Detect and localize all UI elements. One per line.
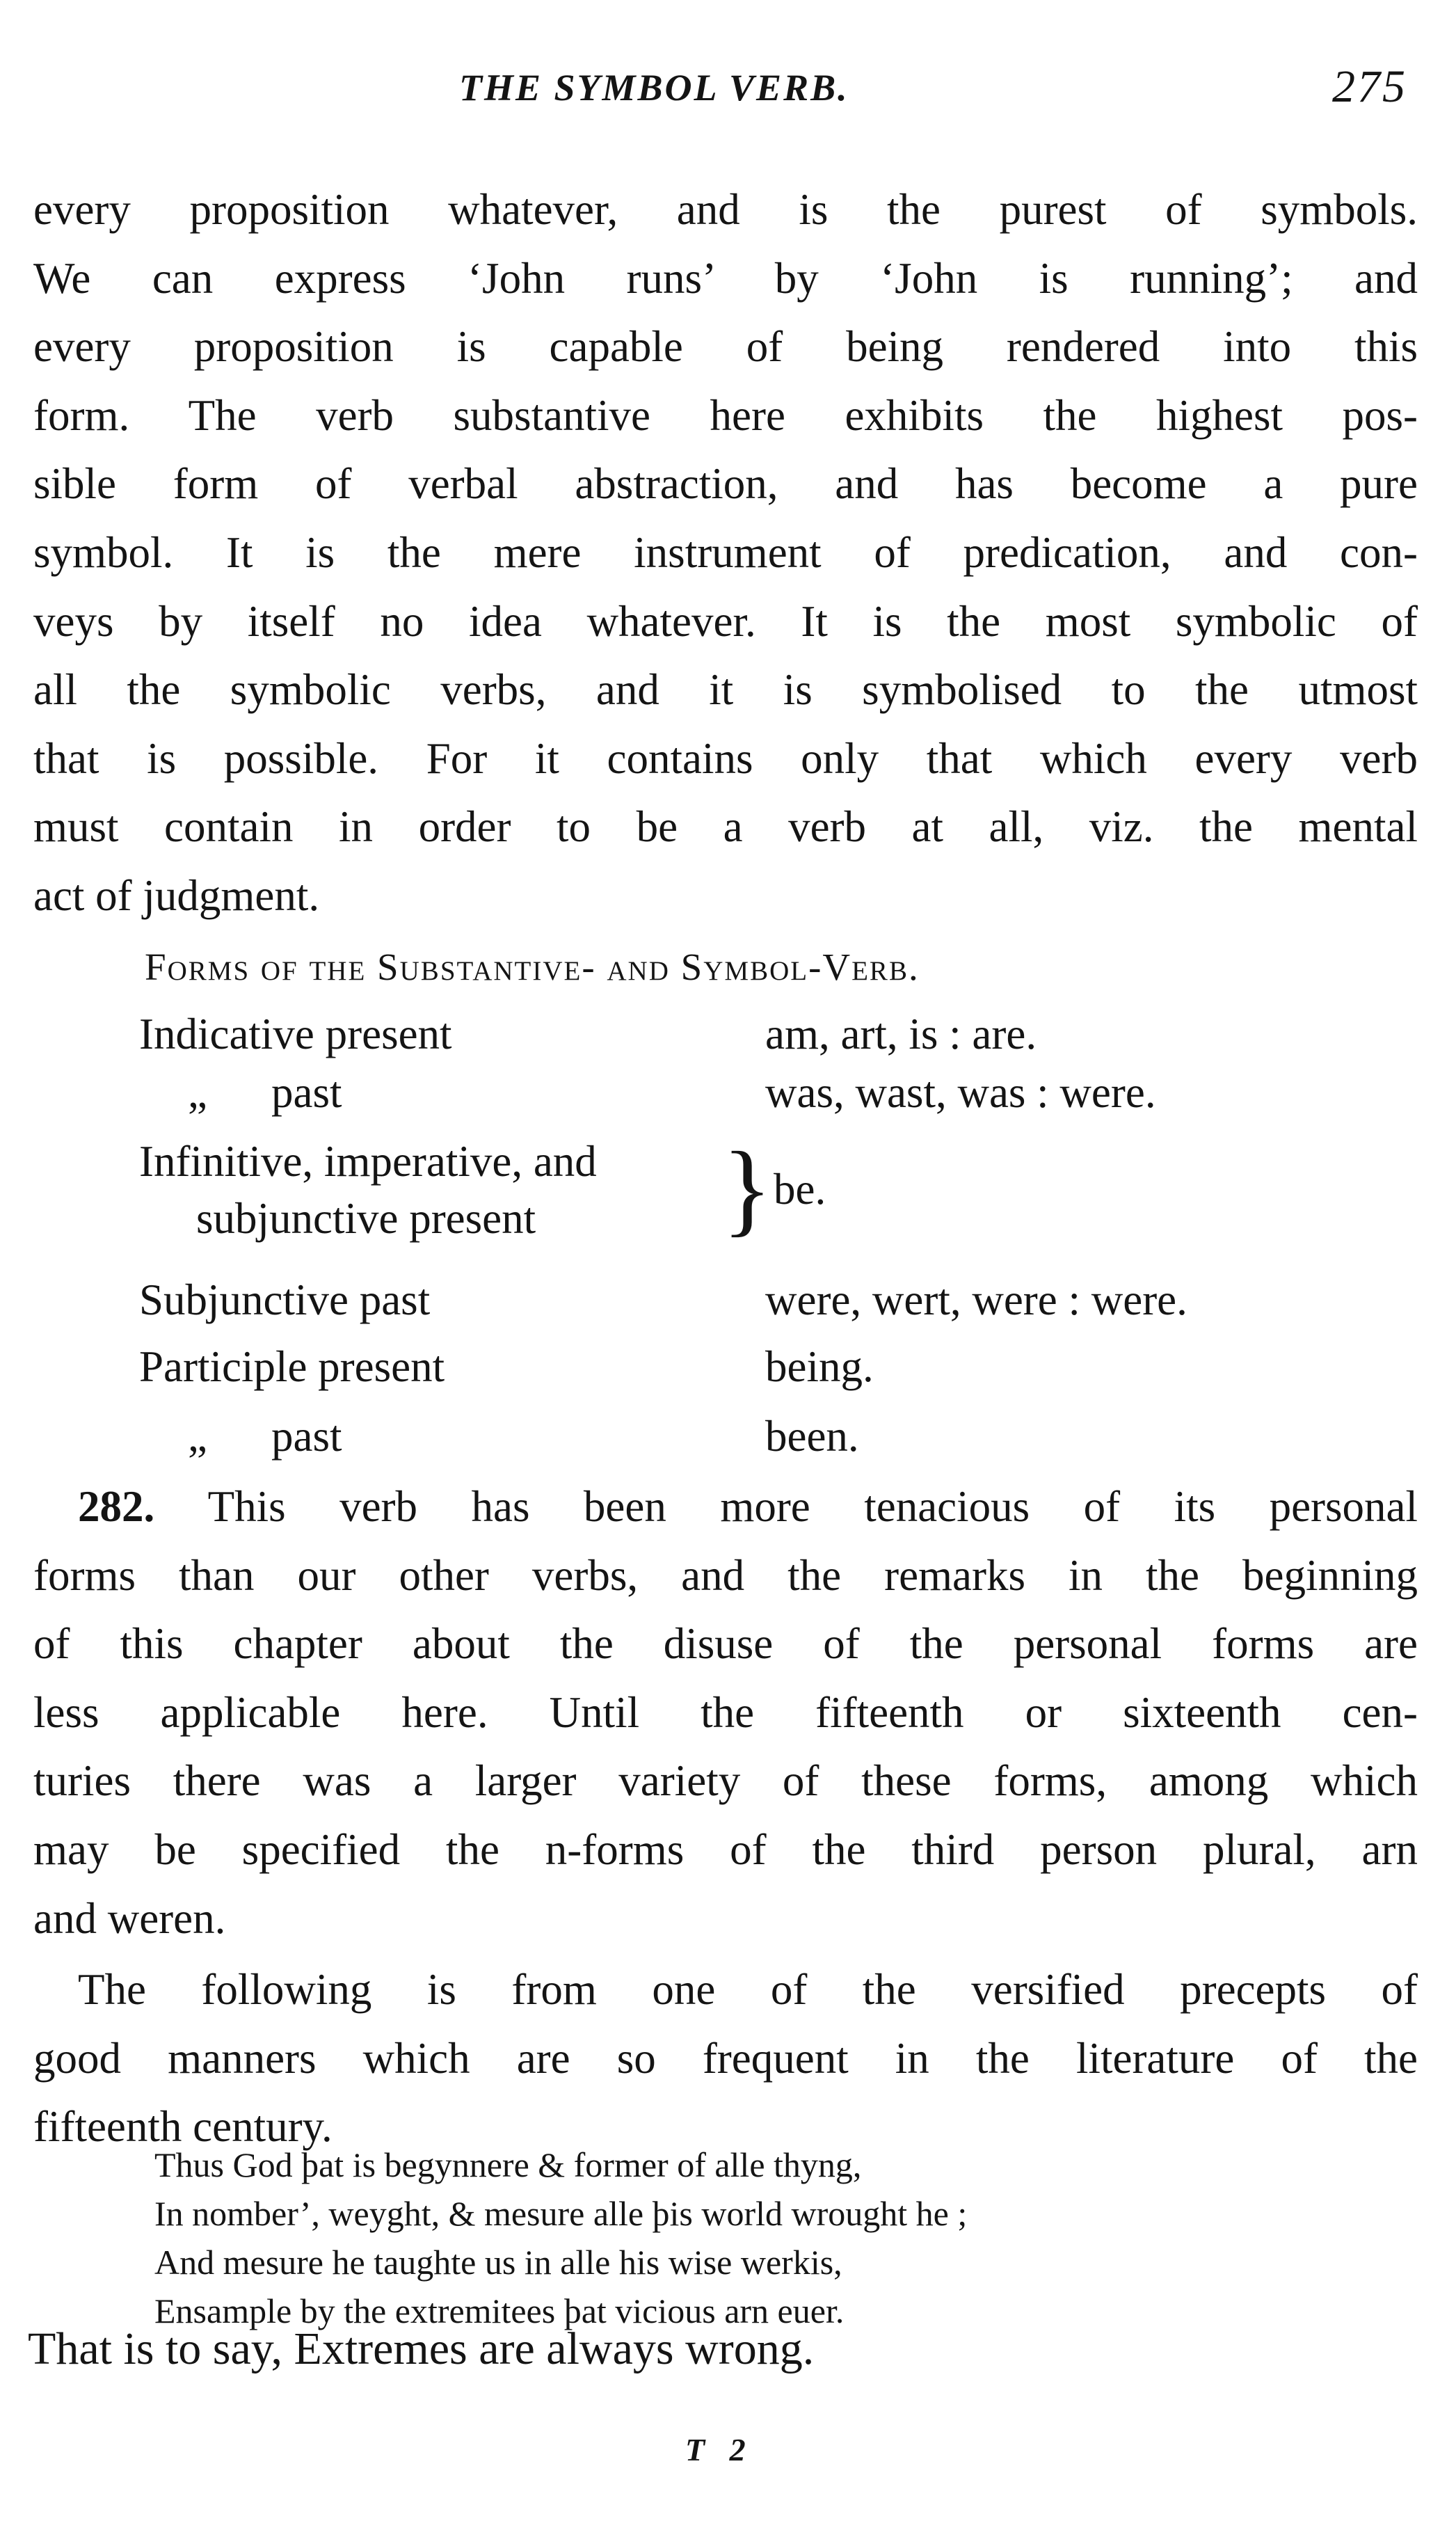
table-row: [139, 1275, 1391, 1337]
text-line: good manners which are so frequent in the literature of the: [33, 2033, 1418, 2083]
text-line: sible form of verbal abstraction, and has become a pure: [33, 459, 1418, 509]
page-number: 275: [1332, 61, 1407, 112]
text-line: forms than our other verbs, and the remarks in the beginning: [33, 1550, 1418, 1600]
ditto-mark: „: [188, 1068, 207, 1117]
text-line: form. The verb substantive here exhibits the highest pos-: [33, 390, 1418, 440]
text-line: veys by itself no idea whatever. It is the most symbolic of: [33, 596, 1418, 646]
form-value: was, wast, was : were.: [765, 1068, 1156, 1117]
verse-line: In nomber’, weyght, & mesure alle þis world wrought he ;: [154, 2194, 968, 2233]
verse-line: And mesure he taughte us in alle his wise werkis,: [154, 2243, 842, 2282]
text-line: may be specified the n-forms of the third person plural, arn: [33, 1825, 1418, 1874]
brace: }: [722, 1131, 772, 1246]
verse-line: Thus God þat is begynnere & former of alle thyng,: [154, 2145, 862, 2184]
table-row: [139, 1342, 1391, 1404]
forms-table: [139, 1009, 1391, 1482]
text-line: of this chapter about the disuse of the personal forms are: [33, 1619, 1418, 1669]
text-line: [33, 1472, 1418, 1541]
text-line: must contain in order to be a verb at all, viz. the mental: [33, 802, 1418, 852]
signature-mark: T 2: [685, 2432, 754, 2467]
closing-line: That is to say, Extremes are always wrong.: [28, 2323, 815, 2374]
text-line: fifteenth century.: [33, 2102, 333, 2152]
form-label: Indicative present: [139, 1010, 452, 1058]
table-row: [139, 1131, 1391, 1255]
table-row: [139, 1067, 1391, 1130]
text-line: less applicable here. Until the fifteenth or sixteenth cen-: [33, 1687, 1418, 1737]
text-line: that is possible. For it contains only that which every verb: [33, 733, 1418, 783]
table-row: [139, 1009, 1391, 1072]
paragraph-symbol-verb: [33, 175, 1418, 930]
form-value: were, wert, were : were.: [765, 1275, 1187, 1324]
text-line: We can express ‘John runs’ by ‘John is running’; and: [33, 253, 1418, 303]
running-title: THE SYMBOL VERB.: [459, 67, 849, 109]
form-label: Participle present: [139, 1342, 445, 1391]
text-line: and weren.: [33, 1893, 226, 1943]
form-label-line2: subjunctive present: [196, 1194, 536, 1243]
paragraph-following: [33, 1955, 1418, 2161]
form-value: am, art, is : are.: [765, 1010, 1037, 1058]
form-label: Subjunctive past: [139, 1275, 431, 1324]
form-label-line1: Infinitive, imperative, and: [139, 1137, 597, 1186]
form-value: being.: [765, 1342, 874, 1391]
verse-quotation: [154, 2140, 1337, 2335]
text-line: turies there was a larger variety of these forms, among which: [33, 1756, 1418, 1806]
running-header: [0, 61, 1456, 129]
ditto-mark: „: [188, 1412, 207, 1461]
paragraph-282: [33, 1472, 1418, 1953]
form-value: be.: [774, 1165, 826, 1214]
form-label: [188, 1411, 342, 1462]
form-label-text: past: [271, 1068, 342, 1117]
forms-table-title: Forms of the Substantive- and Symbol-Verb.: [145, 946, 920, 988]
form-value: been.: [765, 1412, 859, 1461]
text-line: every proposition whatever, and is the purest of symbols.: [33, 185, 1418, 234]
verse-line: Ensample by the extremitees þat vicious arn euer.: [154, 2291, 845, 2330]
section-number: 282.: [78, 1482, 155, 1531]
text-line: every proposition is capable of being rendered into this: [33, 322, 1418, 372]
text-line: The following is from one of the versified precepts of: [78, 1965, 1418, 2014]
text-line: act of judgment.: [33, 871, 320, 920]
table-row: [139, 1411, 1391, 1474]
form-label-text: past: [271, 1412, 342, 1461]
text-line: symbol. It is the mere instrument of predication, and con-: [33, 527, 1418, 577]
text-line: all the symbolic verbs, and it is symbolised to the utmost: [33, 665, 1418, 715]
form-label: [188, 1067, 342, 1118]
text-line-content: This verb has been more tenacious of its personal: [207, 1482, 1418, 1531]
